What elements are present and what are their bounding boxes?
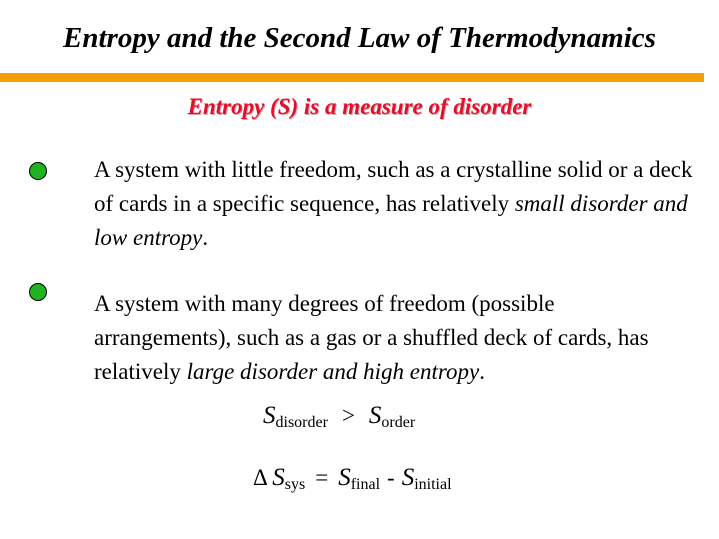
bullet-text-2 (94, 287, 694, 389)
bullet-1-text: A system with little freedom, such as a crystalline solid or a deck of cards in a specific sequence, has relatively (94, 157, 693, 216)
eq1-rhs-sub: order (381, 414, 416, 431)
bullet-2-emphasis: large disorder and high entropy (186, 359, 480, 384)
eq2-lhs-sub: sys (284, 476, 306, 493)
eq2-operator: = (315, 465, 329, 490)
eq2-lhs-symbol: S (272, 464, 285, 491)
equation-disorder-order (263, 402, 415, 430)
bullet-2-end: . (479, 359, 485, 384)
slide-subtitle: Entropy (S) is a measure of disorder (187, 94, 532, 119)
eq2-final-symbol: S (338, 464, 351, 491)
title-divider (0, 73, 704, 82)
slide-title: Entropy and the Second Law of Thermodynamics (63, 22, 656, 54)
bullet-1-emphasis: small disorder and low entropy (94, 191, 688, 250)
equation-delta-s (253, 464, 452, 492)
bullet-icon (29, 283, 47, 301)
bullet-1-end: . (202, 225, 209, 250)
eq2-initial-sub: initial (414, 476, 452, 493)
bullet-text-1 (94, 153, 694, 255)
eq2-final-sub: final (350, 476, 381, 493)
eq1-operator: > (341, 403, 355, 428)
eq2-minus: - (387, 465, 395, 490)
eq2-initial-symbol: S (401, 464, 415, 491)
eq1-lhs-symbol: S (263, 402, 276, 429)
delta-symbol: Δ (253, 465, 267, 490)
bullet-2-text: A system with many degrees of freedom (possible arrangements), such as a gas or a shuffled deck of cards, has relatively (94, 291, 649, 384)
eq1-rhs-symbol: S (368, 402, 382, 429)
bullet-icon (29, 162, 47, 180)
eq1-lhs-sub: disorder (275, 414, 328, 431)
